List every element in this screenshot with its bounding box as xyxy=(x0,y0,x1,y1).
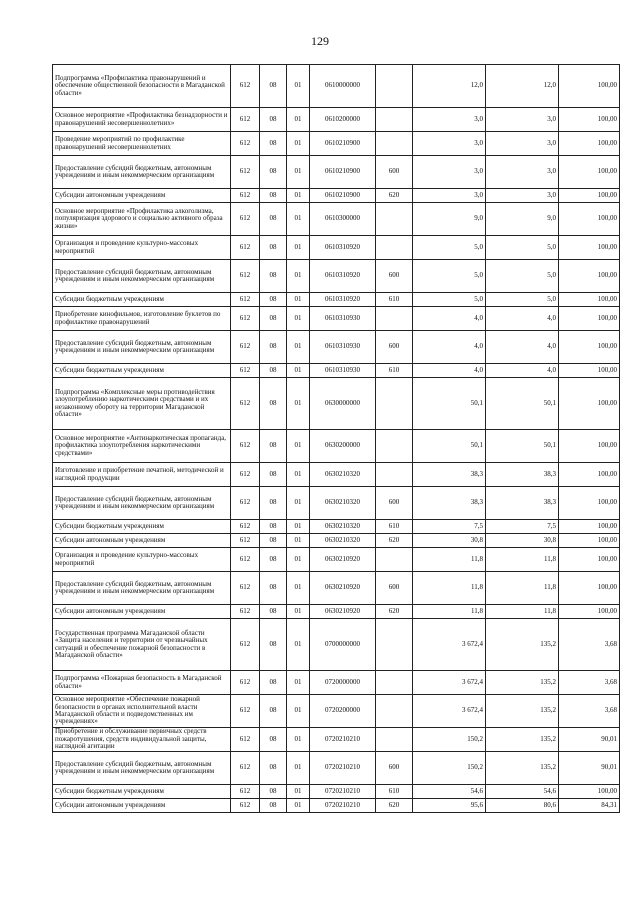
row-execution-percent: 100,00 xyxy=(559,520,620,534)
row-grbs: 612 xyxy=(231,463,260,487)
row-execution-percent: 100,00 xyxy=(559,189,620,203)
row-actual-amount: 5,0 xyxy=(486,236,559,260)
row-section: 08 xyxy=(260,307,287,331)
row-name: Основное мероприятие «Обеспечение пожарной безопасности в органах исполнительной власти Магаданской области и подведомственных им учреждениях» xyxy=(53,695,231,728)
table-row xyxy=(53,463,620,487)
row-name: Изготовление и приобретение печатной, методической и наглядной продукции xyxy=(53,463,231,487)
row-name: Предоставление субсидий бюджетным, автономным учреждениям и иным некоммерческим организациям xyxy=(53,331,231,364)
row-subsection: 01 xyxy=(287,65,310,108)
row-name: Субсидии бюджетным учреждениям xyxy=(53,520,231,534)
row-grbs: 612 xyxy=(231,671,260,695)
row-actual-amount: 54,6 xyxy=(486,785,559,799)
row-name: Основное мероприятие «Профилактика безнадзорности и правонарушений несовершеннолетних» xyxy=(53,108,231,132)
row-target-article: 0610210900 xyxy=(310,189,376,203)
row-subsection: 01 xyxy=(287,605,310,619)
row-section: 08 xyxy=(260,108,287,132)
row-target-article: 0630200000 xyxy=(310,430,376,463)
row-target-article: 0630210920 xyxy=(310,548,376,572)
row-expense-type xyxy=(376,236,413,260)
row-grbs: 612 xyxy=(231,307,260,331)
row-grbs: 612 xyxy=(231,189,260,203)
row-target-article: 0630210320 xyxy=(310,520,376,534)
row-actual-amount: 38,3 xyxy=(486,487,559,520)
row-name: Подпрограмма «Профилактика правонарушений и обеспечение общественной безопасности в Магаданской области» xyxy=(53,65,231,108)
row-expense-type: 610 xyxy=(376,520,413,534)
row-subsection: 01 xyxy=(287,671,310,695)
row-plan-amount: 3,0 xyxy=(413,132,486,156)
table-row xyxy=(53,520,620,534)
row-actual-amount: 50,1 xyxy=(486,430,559,463)
table-row xyxy=(53,364,620,378)
table-row xyxy=(53,799,620,813)
row-plan-amount: 3 672,4 xyxy=(413,671,486,695)
row-plan-amount: 4,0 xyxy=(413,331,486,364)
row-plan-amount: 7,5 xyxy=(413,520,486,534)
row-subsection: 01 xyxy=(287,331,310,364)
row-grbs: 612 xyxy=(231,156,260,189)
row-target-article: 0720210210 xyxy=(310,752,376,785)
row-expense-type xyxy=(376,132,413,156)
row-actual-amount: 11,8 xyxy=(486,572,559,605)
row-name: Организация и проведение культурно-массовых мероприятий xyxy=(53,236,231,260)
row-actual-amount: 135,2 xyxy=(486,619,559,671)
row-name: Государственная программа Магаданской области «Защита населения и территории от чрезвычайных ситуаций и обеспечение пожарной безопасности в Магаданской области» xyxy=(53,619,231,671)
row-actual-amount: 3,0 xyxy=(486,108,559,132)
row-name: Субсидии автономным учреждениям xyxy=(53,799,231,813)
row-actual-amount: 135,2 xyxy=(486,728,559,752)
row-target-article: 0630210320 xyxy=(310,487,376,520)
row-grbs: 612 xyxy=(231,799,260,813)
table-row xyxy=(53,108,620,132)
row-name: Предоставление субсидий бюджетным, автономным учреждениям и иным некоммерческим организациям xyxy=(53,260,231,293)
row-name: Субсидии автономным учреждениям xyxy=(53,605,231,619)
row-execution-percent: 3,68 xyxy=(559,695,620,728)
row-grbs: 612 xyxy=(231,548,260,572)
row-expense-type xyxy=(376,430,413,463)
row-target-article: 0630000000 xyxy=(310,378,376,430)
row-expense-type: 620 xyxy=(376,534,413,548)
row-section: 08 xyxy=(260,695,287,728)
row-expense-type: 620 xyxy=(376,189,413,203)
row-execution-percent: 3,68 xyxy=(559,619,620,671)
row-subsection: 01 xyxy=(287,463,310,487)
row-name: Проведение мероприятий по профилактике правонарушений несовершеннолетних xyxy=(53,132,231,156)
row-grbs: 612 xyxy=(231,430,260,463)
table-row xyxy=(53,378,620,430)
row-section: 08 xyxy=(260,572,287,605)
row-target-article: 0610310930 xyxy=(310,307,376,331)
row-target-article: 0610210900 xyxy=(310,156,376,189)
row-expense-type xyxy=(376,378,413,430)
row-section: 08 xyxy=(260,260,287,293)
table-row xyxy=(53,728,620,752)
row-section: 08 xyxy=(260,378,287,430)
row-plan-amount: 38,3 xyxy=(413,463,486,487)
row-name: Предоставление субсидий бюджетным, автономным учреждениям и иным некоммерческим организациям xyxy=(53,752,231,785)
row-section: 08 xyxy=(260,671,287,695)
row-actual-amount: 9,0 xyxy=(486,203,559,236)
row-section: 08 xyxy=(260,785,287,799)
row-grbs: 612 xyxy=(231,132,260,156)
row-subsection: 01 xyxy=(287,572,310,605)
row-subsection: 01 xyxy=(287,752,310,785)
table-row xyxy=(53,572,620,605)
row-grbs: 612 xyxy=(231,364,260,378)
row-name: Основное мероприятие «Антинаркотическая пропаганда, профилактика злоупотребления наркотическими средствами» xyxy=(53,430,231,463)
row-expense-type: 610 xyxy=(376,293,413,307)
row-execution-percent: 100,00 xyxy=(559,307,620,331)
row-subsection: 01 xyxy=(287,534,310,548)
row-expense-type xyxy=(376,671,413,695)
row-subsection: 01 xyxy=(287,260,310,293)
row-section: 08 xyxy=(260,605,287,619)
row-name: Предоставление субсидий бюджетным, автономным учреждениям и иным некоммерческим организациям xyxy=(53,572,231,605)
row-execution-percent: 100,00 xyxy=(559,203,620,236)
row-execution-percent: 100,00 xyxy=(559,487,620,520)
table-row xyxy=(53,534,620,548)
row-plan-amount: 11,8 xyxy=(413,572,486,605)
row-execution-percent: 100,00 xyxy=(559,132,620,156)
row-section: 08 xyxy=(260,293,287,307)
row-expense-type: 600 xyxy=(376,752,413,785)
row-actual-amount: 11,8 xyxy=(486,605,559,619)
table-row xyxy=(53,752,620,785)
table-row xyxy=(53,671,620,695)
row-plan-amount: 3,0 xyxy=(413,156,486,189)
row-actual-amount: 135,2 xyxy=(486,752,559,785)
table-row xyxy=(53,548,620,572)
row-actual-amount: 30,8 xyxy=(486,534,559,548)
row-subsection: 01 xyxy=(287,548,310,572)
row-expense-type xyxy=(376,307,413,331)
row-name: Субсидии автономным учреждениям xyxy=(53,189,231,203)
row-target-article: 0700000000 xyxy=(310,619,376,671)
row-subsection: 01 xyxy=(287,799,310,813)
row-subsection: 01 xyxy=(287,108,310,132)
row-target-article: 0610310930 xyxy=(310,331,376,364)
row-expense-type xyxy=(376,695,413,728)
row-subsection: 01 xyxy=(287,520,310,534)
row-section: 08 xyxy=(260,156,287,189)
table-row xyxy=(53,487,620,520)
row-execution-percent: 100,00 xyxy=(559,572,620,605)
row-grbs: 612 xyxy=(231,293,260,307)
row-subsection: 01 xyxy=(287,156,310,189)
row-section: 08 xyxy=(260,752,287,785)
page-number: 129 xyxy=(311,34,329,48)
row-execution-percent: 90,01 xyxy=(559,728,620,752)
row-subsection: 01 xyxy=(287,236,310,260)
table-row xyxy=(53,65,620,108)
row-name: Предоставление субсидий бюджетным, автономным учреждениям и иным некоммерческим организациям xyxy=(53,156,231,189)
row-grbs: 612 xyxy=(231,260,260,293)
row-grbs: 612 xyxy=(231,236,260,260)
row-plan-amount: 95,6 xyxy=(413,799,486,813)
row-expense-type: 600 xyxy=(376,156,413,189)
row-execution-percent: 100,00 xyxy=(559,236,620,260)
row-expense-type: 600 xyxy=(376,572,413,605)
budget-table xyxy=(52,64,620,813)
row-section: 08 xyxy=(260,463,287,487)
row-plan-amount: 50,1 xyxy=(413,378,486,430)
row-grbs: 612 xyxy=(231,203,260,236)
row-grbs: 612 xyxy=(231,378,260,430)
row-execution-percent: 100,00 xyxy=(559,378,620,430)
table-row xyxy=(53,785,620,799)
row-name: Приобретение и обслуживание первичных средств пожаротушения, средств индивидуальной защиты, наглядной агитации xyxy=(53,728,231,752)
row-execution-percent: 84,31 xyxy=(559,799,620,813)
row-grbs: 612 xyxy=(231,752,260,785)
row-section: 08 xyxy=(260,548,287,572)
row-section: 08 xyxy=(260,189,287,203)
table-row xyxy=(53,260,620,293)
row-subsection: 01 xyxy=(287,695,310,728)
row-target-article: 0610310920 xyxy=(310,236,376,260)
row-target-article: 0610300000 xyxy=(310,203,376,236)
row-execution-percent: 100,00 xyxy=(559,534,620,548)
row-execution-percent: 100,00 xyxy=(559,260,620,293)
row-plan-amount: 150,2 xyxy=(413,752,486,785)
row-plan-amount: 3 672,4 xyxy=(413,619,486,671)
row-expense-type xyxy=(376,463,413,487)
table-row xyxy=(53,695,620,728)
row-subsection: 01 xyxy=(287,189,310,203)
row-grbs: 612 xyxy=(231,65,260,108)
row-subsection: 01 xyxy=(287,430,310,463)
row-target-article: 0720000000 xyxy=(310,671,376,695)
table-row xyxy=(53,236,620,260)
row-expense-type xyxy=(376,108,413,132)
row-section: 08 xyxy=(260,619,287,671)
row-plan-amount: 5,0 xyxy=(413,260,486,293)
row-expense-type: 600 xyxy=(376,331,413,364)
row-name: Организация и проведение культурно-массовых мероприятий xyxy=(53,548,231,572)
row-expense-type: 610 xyxy=(376,364,413,378)
row-execution-percent: 100,00 xyxy=(559,463,620,487)
row-plan-amount: 3 672,4 xyxy=(413,695,486,728)
row-name: Субсидии бюджетным учреждениям xyxy=(53,364,231,378)
row-expense-type xyxy=(376,203,413,236)
row-subsection: 01 xyxy=(287,293,310,307)
row-grbs: 612 xyxy=(231,785,260,799)
table-row xyxy=(53,307,620,331)
row-section: 08 xyxy=(260,799,287,813)
row-section: 08 xyxy=(260,132,287,156)
row-expense-type: 600 xyxy=(376,487,413,520)
row-section: 08 xyxy=(260,331,287,364)
row-subsection: 01 xyxy=(287,132,310,156)
row-plan-amount: 11,8 xyxy=(413,548,486,572)
row-grbs: 612 xyxy=(231,572,260,605)
table-row xyxy=(53,605,620,619)
row-execution-percent: 100,00 xyxy=(559,430,620,463)
row-execution-percent: 100,00 xyxy=(559,293,620,307)
row-section: 08 xyxy=(260,520,287,534)
table-row xyxy=(53,132,620,156)
row-section: 08 xyxy=(260,364,287,378)
row-execution-percent: 100,00 xyxy=(559,156,620,189)
row-name: Субсидии бюджетным учреждениям xyxy=(53,785,231,799)
row-subsection: 01 xyxy=(287,487,310,520)
row-plan-amount: 38,3 xyxy=(413,487,486,520)
row-grbs: 612 xyxy=(231,520,260,534)
row-subsection: 01 xyxy=(287,378,310,430)
row-subsection: 01 xyxy=(287,203,310,236)
row-name: Подпрограмма «Пожарная безопасность в Магаданской области» xyxy=(53,671,231,695)
row-actual-amount: 50,1 xyxy=(486,378,559,430)
row-expense-type: 620 xyxy=(376,605,413,619)
row-plan-amount: 54,6 xyxy=(413,785,486,799)
row-actual-amount: 80,6 xyxy=(486,799,559,813)
row-target-article: 0720200000 xyxy=(310,695,376,728)
table-row xyxy=(53,189,620,203)
row-section: 08 xyxy=(260,487,287,520)
table-row xyxy=(53,430,620,463)
row-subsection: 01 xyxy=(287,619,310,671)
row-plan-amount: 11,8 xyxy=(413,605,486,619)
row-actual-amount: 5,0 xyxy=(486,260,559,293)
row-plan-amount: 5,0 xyxy=(413,236,486,260)
row-actual-amount: 11,8 xyxy=(486,548,559,572)
row-name: Субсидии автономным учреждениям xyxy=(53,534,231,548)
row-expense-type xyxy=(376,548,413,572)
row-target-article: 0610310930 xyxy=(310,364,376,378)
table-row xyxy=(53,156,620,189)
row-actual-amount: 4,0 xyxy=(486,364,559,378)
row-expense-type: 600 xyxy=(376,260,413,293)
row-execution-percent: 3,68 xyxy=(559,671,620,695)
row-actual-amount: 135,2 xyxy=(486,695,559,728)
row-section: 08 xyxy=(260,236,287,260)
row-actual-amount: 135,2 xyxy=(486,671,559,695)
row-plan-amount: 5,0 xyxy=(413,293,486,307)
row-execution-percent: 100,00 xyxy=(559,108,620,132)
row-subsection: 01 xyxy=(287,785,310,799)
row-plan-amount: 4,0 xyxy=(413,364,486,378)
row-execution-percent: 100,00 xyxy=(559,605,620,619)
row-expense-type: 610 xyxy=(376,785,413,799)
row-grbs: 612 xyxy=(231,487,260,520)
row-name: Приобретение кинофильмов, изготовление буклетов по профилактике правонарушений xyxy=(53,307,231,331)
row-grbs: 612 xyxy=(231,728,260,752)
row-target-article: 0630210320 xyxy=(310,463,376,487)
row-target-article: 0610310920 xyxy=(310,260,376,293)
row-name: Подпрограмма «Комплексные меры противодействия злоупотреблению наркотическими средствами и их незаконному обороту на территории Магаданской области» xyxy=(53,378,231,430)
row-execution-percent: 90,01 xyxy=(559,752,620,785)
row-plan-amount: 4,0 xyxy=(413,307,486,331)
row-actual-amount: 7,5 xyxy=(486,520,559,534)
row-name: Основное мероприятие «Профилактика алкоголизма, популяризация здорового и социально активного образа жизни» xyxy=(53,203,231,236)
row-target-article: 0610310920 xyxy=(310,293,376,307)
row-expense-type xyxy=(376,619,413,671)
row-execution-percent: 100,00 xyxy=(559,364,620,378)
row-execution-percent: 100,00 xyxy=(559,548,620,572)
row-execution-percent: 100,00 xyxy=(559,785,620,799)
row-actual-amount: 3,0 xyxy=(486,189,559,203)
row-plan-amount: 3,0 xyxy=(413,189,486,203)
row-plan-amount: 3,0 xyxy=(413,108,486,132)
row-target-article: 0720210210 xyxy=(310,799,376,813)
table-row xyxy=(53,203,620,236)
row-actual-amount: 5,0 xyxy=(486,293,559,307)
row-subsection: 01 xyxy=(287,307,310,331)
row-plan-amount: 30,8 xyxy=(413,534,486,548)
row-execution-percent: 100,00 xyxy=(559,65,620,108)
row-grbs: 612 xyxy=(231,108,260,132)
row-target-article: 0720210210 xyxy=(310,785,376,799)
row-grbs: 612 xyxy=(231,605,260,619)
row-target-article: 0630210920 xyxy=(310,605,376,619)
row-target-article: 0630210920 xyxy=(310,572,376,605)
table-row xyxy=(53,293,620,307)
row-grbs: 612 xyxy=(231,534,260,548)
row-section: 08 xyxy=(260,534,287,548)
row-target-article: 0610000000 xyxy=(310,65,376,108)
row-section: 08 xyxy=(260,728,287,752)
row-expense-type: 620 xyxy=(376,799,413,813)
row-actual-amount: 12,0 xyxy=(486,65,559,108)
row-grbs: 612 xyxy=(231,695,260,728)
row-plan-amount: 9,0 xyxy=(413,203,486,236)
row-grbs: 612 xyxy=(231,619,260,671)
table-row xyxy=(53,619,620,671)
table-body xyxy=(53,65,620,813)
row-target-article: 0630210320 xyxy=(310,534,376,548)
row-section: 08 xyxy=(260,203,287,236)
table-row xyxy=(53,331,620,364)
row-grbs: 612 xyxy=(231,331,260,364)
row-expense-type xyxy=(376,65,413,108)
row-name: Субсидии бюджетным учреждениям xyxy=(53,293,231,307)
row-actual-amount: 3,0 xyxy=(486,132,559,156)
row-subsection: 01 xyxy=(287,728,310,752)
row-target-article: 0720210210 xyxy=(310,728,376,752)
row-expense-type xyxy=(376,728,413,752)
row-actual-amount: 4,0 xyxy=(486,307,559,331)
row-plan-amount: 150,2 xyxy=(413,728,486,752)
row-subsection: 01 xyxy=(287,364,310,378)
row-plan-amount: 50,1 xyxy=(413,430,486,463)
row-plan-amount: 12,0 xyxy=(413,65,486,108)
row-section: 08 xyxy=(260,430,287,463)
row-name: Предоставление субсидий бюджетным, автономным учреждениям и иным некоммерческим организациям xyxy=(53,487,231,520)
row-execution-percent: 100,00 xyxy=(559,331,620,364)
row-actual-amount: 4,0 xyxy=(486,331,559,364)
row-section: 08 xyxy=(260,65,287,108)
row-target-article: 0610200000 xyxy=(310,108,376,132)
row-actual-amount: 38,3 xyxy=(486,463,559,487)
row-target-article: 0610210900 xyxy=(310,132,376,156)
row-actual-amount: 3,0 xyxy=(486,156,559,189)
